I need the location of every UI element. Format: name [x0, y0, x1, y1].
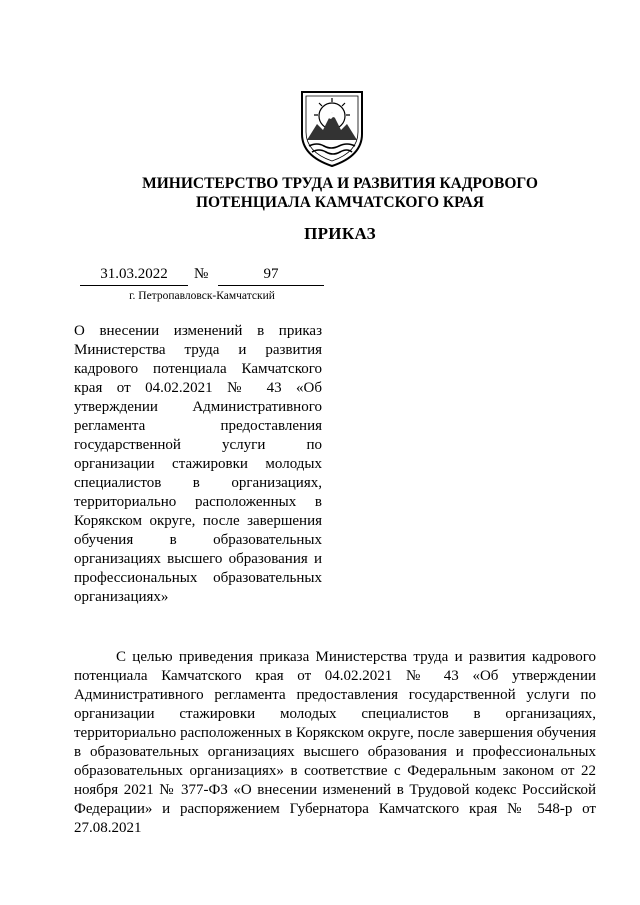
order-city: г. Петропавловск-Камчатский	[129, 290, 275, 302]
order-number: 97	[218, 266, 324, 286]
order-number-label: №	[194, 266, 209, 282]
ministry-title-line1: МИНИСТЕРСТВО ТРУДА И РАЗВИТИЯ КАДРОВОГО	[142, 175, 538, 192]
order-subject: О внесении изменений в приказ Министерства труда и развития кадрового потенциала Камчатского края от 04.02.2021 № 43 «Об утверждении Административного регламента предоставления государственной услуги по организации стажировки молодых специалистов в организациях, территориально расположенных в Корякском округе, после завершения обучения в образовательных организациях высшего образования и профессиональных образовательных организациях»	[74, 323, 322, 605]
ministry-title-line2: ПОТЕНЦИАЛА КАМЧАТСКОГО КРАЯ	[196, 194, 484, 211]
kamchatka-coat-of-arms-icon	[297, 88, 367, 168]
order-details	[80, 266, 324, 306]
order-date: 31.03.2022	[80, 266, 188, 286]
document-type-heading: ПРИКАЗ	[304, 224, 376, 243]
body-paragraph: С целью приведения приказа Министерства труда и развития кадрового потенциала Камчатского края от 04.02.2021 № 43 «Об утверждении Административного регламента предоставления государственной услуги по организации стажировки молодых специалистов в организациях, территориально расположенных в Корякском округе, после завершения обучения в образовательных организациях высшего образования и профессиональных образовательных организациях» в соответствие с Федеральным законом от 22 ноября 2021 № 377-ФЗ «О внесении изменений в Трудовой кодекс Российской Федерации» и распоряжением Губернатора Камчатского края № 548-р от 27.08.2021	[74, 649, 596, 836]
ministry-title	[60, 174, 620, 212]
